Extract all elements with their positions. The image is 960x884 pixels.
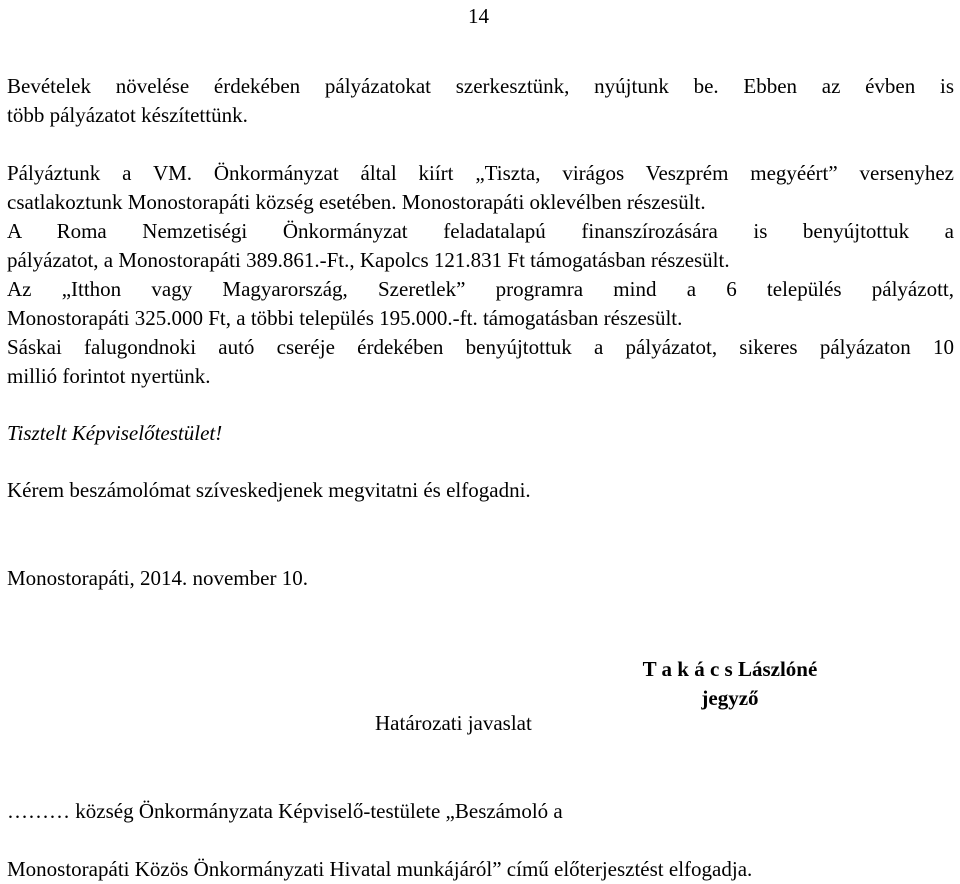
paragraph-2-line-4: pályázatot, a Monostorapáti 389.861.-Ft., Kapolcs 121.831 Ft támogatásban részesült.: [7, 248, 730, 272]
resolution-heading: Határozati javaslat: [375, 711, 532, 735]
paragraph-2-line-8: millió forintot nyertünk.: [7, 364, 211, 388]
place-and-date: Monostorapáti, 2014. november 10.: [7, 566, 308, 590]
resolution-line-2: Monostorapáti Közös Önkormányzati Hivatal munkájáról” című előterjesztést elfogadja.: [7, 857, 753, 881]
salutation: Tisztelt Képviselőtestület!: [7, 421, 223, 445]
paragraph-2-line-7: Sáskai falugondnoki autó cseréje érdekében benyújtottuk a pályázatot, sikeres pályázaton 10: [7, 335, 954, 359]
signature-name: T a k á c s Lászlóné: [642, 657, 818, 681]
signature-title: jegyző: [701, 686, 759, 710]
request-text: Kérem beszámolómat szíveskedjenek megvitatni és elfogadni.: [7, 478, 531, 502]
page-number: 14: [468, 4, 489, 28]
paragraph-2-line-5: Az „Itthon vagy Magyarország, Szeretlek” programra mind a 6 település pályázott,: [7, 277, 954, 301]
paragraph-1-line-2: több pályázatot készítettünk.: [7, 103, 248, 127]
paragraph-2-line-6: Monostorapáti 325.000 Ft, a többi település 195.000.-ft. támogatásban részesült.: [7, 306, 683, 330]
paragraph-2-line-2: csatlakoztunk Monostorapáti község esetében. Monostorapáti oklevélben részesült.: [7, 190, 706, 214]
paragraph-2-line-1: Pályáztunk a VM. Önkormányzat által kiírt „Tiszta, virágos Veszprém megyéért” versenyhez: [7, 161, 954, 185]
paragraph-2-line-3: A Roma Nemzetiségi Önkormányzat feladatalapú finanszírozására is benyújtottuk a: [7, 219, 954, 243]
resolution-line-1: ……… község Önkormányzata Képviselő-testülete „Beszámoló a: [7, 799, 563, 823]
paragraph-1-line-1: Bevételek növelése érdekében pályázatokat szerkesztünk, nyújtunk be. Ebben az évben is: [7, 74, 954, 98]
